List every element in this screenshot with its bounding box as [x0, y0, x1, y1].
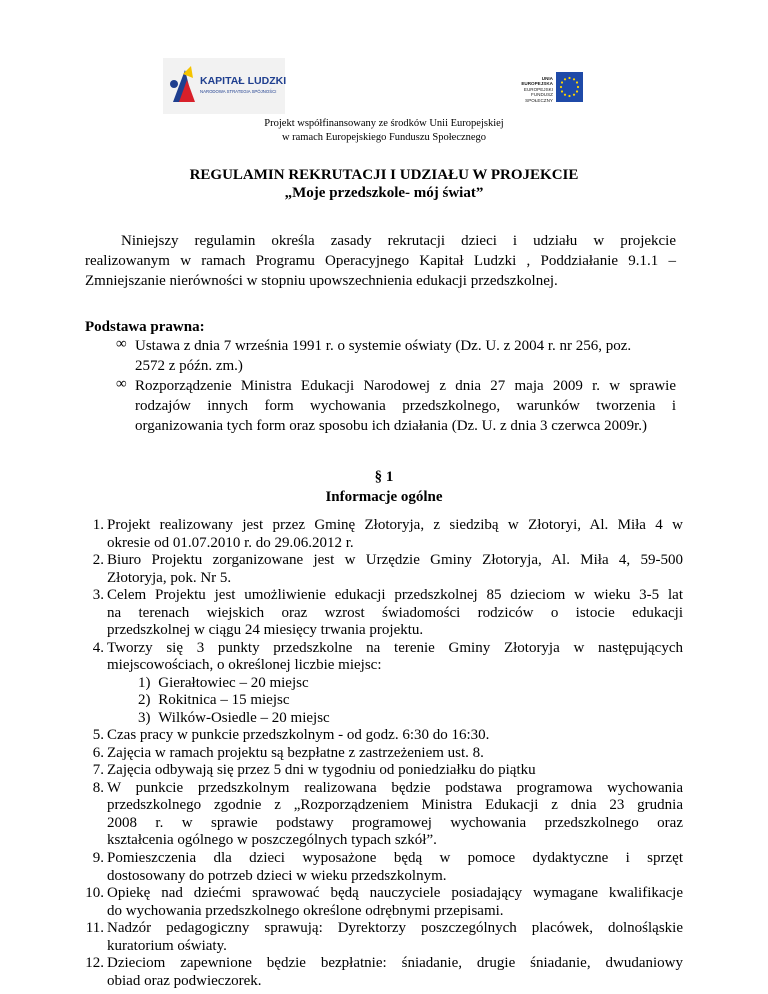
kapital-ludzki-name: KAPITAŁ LUDZKI: [200, 75, 287, 87]
numbered-item: [92, 849, 683, 885]
item-number: 4.: [92, 639, 104, 656]
numbered-item: [92, 762, 683, 780]
eu-logo-text: [511, 76, 553, 103]
item-number: 5.: [92, 727, 104, 744]
eu-logo-line1: UNIA EUROPEJSKA: [521, 76, 553, 87]
legal-basis-item-2-line-1: Rozporządzenie Ministra Edukacji Narodowej z dnia 27 maja 2009 r. w sprawie: [135, 378, 676, 394]
item-line: 2008 r. w sprawie podstawy programowej wychowania przedszkolnego oraz: [107, 814, 683, 831]
item-line: kształcenia ogólnego w poszczególnych typach szkół”.: [107, 832, 437, 849]
legal-basis-item-1-line-1: Ustawa z dnia 7 września 1991 r. o systemie oświaty (Dz. U. z 2004 r. nr 256, poz.: [135, 338, 632, 354]
numbered-item: [92, 727, 683, 745]
subitem-number: 2): [138, 692, 151, 709]
item-number: 6.: [92, 744, 104, 761]
item-line: kuratorium oświaty.: [107, 937, 227, 954]
item-line: przedszkolnej w ciągu 24 miesięcy trwania projektu.: [107, 622, 424, 639]
item-line: W punkcie przedszkolnym realizowana będzie podstawa programowa wychowania: [107, 779, 683, 796]
item-number: 10.: [85, 885, 104, 902]
cofinancing-line-1: Projekt współfinansowany ze środków Unii Europejskiej: [264, 118, 504, 129]
item-line: Zajęcia odbywają się przez 5 dni w tygodniu od poniedziałku do piątku: [107, 762, 536, 779]
item-number: 7.: [92, 762, 104, 779]
subitem-number: 3): [138, 709, 151, 726]
subitem-text: Wilków-Osiedle – 20 miejsc: [158, 709, 330, 726]
subitem-text: Rokitnica – 15 miejsc: [158, 692, 290, 709]
document-title: REGULAMIN REKRUTACJI I UDZIAŁU W PROJEKCIE: [189, 167, 579, 183]
eu-logo-line2: EUROPEJSKI: [523, 86, 553, 92]
legal-basis-item-2-line-3: organizowania tych form oraz sposobu ich działania (Dz. U. z dnia 3 czerwca 2009r.): [135, 418, 648, 434]
item-line: Biuro Projektu zorganizowane jest w Urzędzie Gminy Złotoryja, Al. Miła 4, 59-500: [107, 552, 683, 569]
eu-logo: [511, 70, 583, 104]
subitem-text: Gierałtowiec – 20 miejsc: [158, 674, 309, 691]
item-number: 9.: [92, 849, 104, 866]
eu-flag-icon: [556, 72, 583, 102]
item-line: Projekt realizowany jest przez Gminę Złotoryja, z siedzibą w Złotoryi, Al. Miła 4 w: [107, 517, 683, 533]
item-number: 3.: [92, 587, 104, 604]
cofinancing-line-2: w ramach Europejskiego Funduszu Społecznego: [281, 132, 487, 143]
item-line: okresie od 01.07.2010 r. do 29.06.2012 r.: [107, 534, 354, 551]
intro-line-3: Zmniejszanie nierówności w stopniu upowszechnienia edukacji przedszkolnej.: [85, 273, 558, 289]
numbered-item: [92, 639, 683, 675]
bullet-icon: ∞: [116, 336, 127, 352]
item-number: 2.: [92, 552, 104, 569]
eu-logo-line3: FUNDUSZ SPOŁECZNY: [525, 92, 553, 103]
item-line: miejscowościach, o określonej liczbie miejsc:: [107, 657, 382, 674]
subitem-number: 1): [138, 674, 151, 691]
item-line: na terenach wiejskich oraz wzrost świadomości rodziców o istocie edukacji: [107, 604, 683, 621]
section-symbol: § 1: [374, 469, 394, 485]
numbered-item: [92, 517, 683, 552]
numbered-item: [92, 744, 683, 763]
numbered-item: [85, 955, 683, 990]
item-number: 8.: [92, 779, 104, 796]
numbered-item: [92, 587, 683, 640]
item-line: przedszkolnego zgodnie z „Rozporządzeniem Ministra Edukacji z dnia 23 grudnia: [107, 797, 683, 814]
legal-basis-heading: Podstawa prawna:: [85, 319, 205, 335]
project-name: „Moje przedszkole- mój świat”: [284, 185, 484, 201]
item-line: Czas pracy w punkcie przedszkolnym - od godz. 6:30 do 16:30.: [107, 727, 490, 744]
intro-line-1: Niniejszy regulamin określa zasady rekrutacji dzieci i udziału w projekcie: [121, 233, 676, 249]
subitem-1: [138, 675, 309, 693]
section-heading: Informacje ogólne: [325, 489, 443, 505]
item-line: Złotoryja, pok. Nr 5.: [107, 569, 232, 586]
item-line: Opiekę nad dziećmi sprawować będą nauczyciele posiadający wymagane kwalifikacje: [107, 885, 683, 902]
item-number: 1.: [92, 517, 104, 533]
item-line: Nadzór pedagogiczny sprawują: Dyrektorzy poszczególnych placówek, dolnośląskie: [107, 920, 683, 937]
subitem-3: [138, 710, 330, 728]
legal-basis-item-2-line-2: rodzajów innych form wychowania przedszkolnego, warunków tworzenia i: [135, 398, 676, 414]
numbered-item: [85, 885, 683, 920]
kapital-ludzki-logo: [163, 58, 285, 114]
item-line: do wychowania przedszkolnego określone odrębnymi przepisami.: [107, 902, 504, 919]
numbered-item: [92, 552, 683, 587]
item-line: Zajęcia w ramach projektu są bezpłatne z zastrzeżeniem ust. 8.: [107, 744, 484, 761]
item-line: Tworzy się 3 punkty przedszkolne na terenie Gminy Złotoryja w następujących: [107, 639, 683, 656]
item-line: obiad oraz podwieczorek.: [107, 972, 262, 989]
subitem-2: [138, 692, 289, 710]
item-line: Dzieciom zapewnione będzie bezpłatnie: śniadanie, drugie śniadanie, dwudaniowy: [107, 955, 683, 972]
intro-line-2: realizowanym w ramach Programu Operacyjnego Kapitał Ludzki , Poddziałanie 9.1.1 –: [85, 253, 676, 269]
bullet-icon: ∞: [116, 376, 127, 392]
item-line: Pomieszczenia dla dzieci wyposażone będą w pomoce dydaktyczne i sprzęt: [107, 849, 683, 866]
numbered-item: [85, 920, 683, 955]
item-line: dostosowany do potrzeb dzieci w wieku przedszkolnym.: [107, 867, 447, 884]
kapital-ludzki-subtitle: NARODOWA STRATEGIA SPÓJNOŚCI: [200, 89, 277, 94]
item-line: Celem Projektu jest umożliwienie edukacji przedszkolnej 85 dzieciom w wieku 3-5 lat: [107, 587, 683, 604]
item-number: 11.: [85, 920, 104, 937]
legal-basis-item-1-line-2: 2572 z późn. zm.): [135, 358, 243, 374]
numbered-item: [92, 779, 683, 850]
item-number: 12.: [85, 955, 104, 972]
